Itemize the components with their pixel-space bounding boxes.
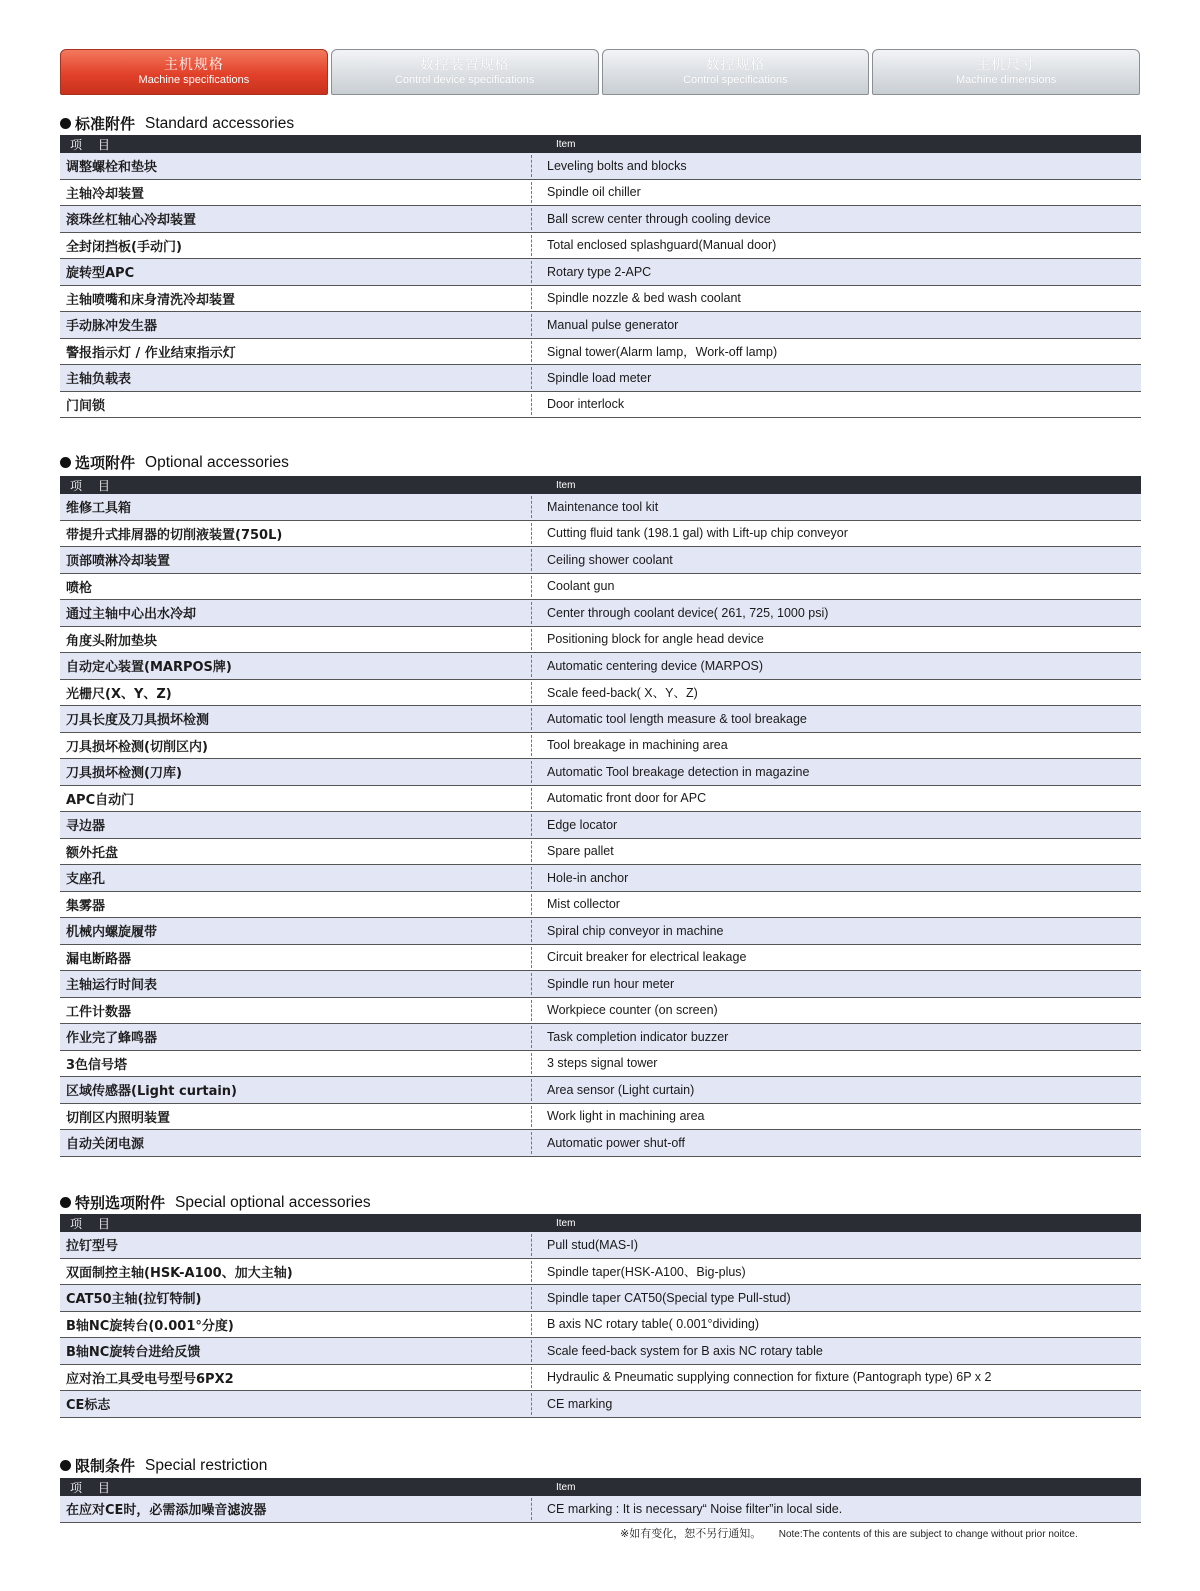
item-en: Spindle oil chiller (547, 185, 641, 200)
tab-label-en: Machine dimensions (955, 74, 1057, 86)
item-cn: B轴NC旋转台(0.001°分度) (66, 1318, 234, 1334)
table-row (60, 706, 1141, 733)
column-divider (531, 314, 532, 336)
item-cn: 集雾器 (66, 898, 106, 914)
table-row (60, 1130, 1141, 1157)
table-row (60, 865, 1141, 892)
column-divider (531, 496, 532, 518)
table-row (60, 153, 1141, 180)
table-row (60, 233, 1141, 260)
item-en: Pull stud(MAS-I) (547, 1237, 638, 1252)
item-en: Automatic front door for APC (547, 791, 707, 806)
item-cn: 额外托盘 (66, 845, 119, 861)
item-cn: 手动脉冲发生器 (66, 319, 158, 335)
table-header (60, 1214, 1141, 1232)
footnote (620, 1525, 1078, 1541)
item-en: Circuit breaker for electrical leakage (547, 950, 747, 965)
column-divider (531, 288, 532, 310)
column-divider (531, 1340, 532, 1362)
column-divider (531, 788, 532, 810)
column-divider (531, 1132, 532, 1154)
section-title-en: Special restriction (145, 1456, 268, 1474)
table-row (60, 259, 1141, 286)
table-row (60, 918, 1141, 945)
item-en: Door interlock (547, 397, 625, 412)
column-divider (531, 1000, 532, 1022)
table-header (60, 1478, 1141, 1496)
column-divider (531, 602, 532, 624)
footnote-cn: ※如有变化，恕不另行通知。 (620, 1527, 762, 1540)
item-cn: 自动关闭电源 (66, 1137, 145, 1153)
item-cn: 区域传感器(Light curtain) (66, 1084, 237, 1100)
table-row (60, 945, 1141, 972)
item-en: Signal tower(Alarm lamp，Work-off lamp) (547, 345, 778, 360)
table-row (60, 521, 1141, 548)
table-row (60, 839, 1141, 866)
table-row (60, 547, 1141, 574)
table-row (60, 180, 1141, 207)
table-body (60, 1496, 1141, 1523)
item-cn: 刀具损坏检测(刀库) (66, 766, 182, 782)
table-row (60, 653, 1141, 680)
column-divider (531, 973, 532, 995)
column-divider (531, 182, 532, 204)
tab-control-specifications[interactable] (602, 49, 870, 95)
item-cn: 在应对CE时，必需添加噪音滤波器 (66, 1503, 267, 1519)
item-cn: 作业完了蜂鸣器 (66, 1031, 158, 1047)
table-row (60, 892, 1141, 919)
item-cn: 全封闭挡板(手动门) (66, 239, 182, 255)
item-en: Work light in machining area (547, 1109, 705, 1124)
table-row (60, 627, 1141, 654)
tab-label-en: Control specifications (683, 74, 788, 86)
tab-label-en: Machine specifications (138, 74, 250, 86)
item-cn: 角度头附加垫块 (66, 633, 158, 649)
item-en: Tool breakage in machining area (547, 738, 728, 753)
item-en: Center through coolant device( 261, 725, 1000 psi) (547, 605, 829, 620)
section-title-special (60, 1192, 371, 1213)
table-row (60, 1285, 1141, 1312)
item-en: Maintenance tool kit (547, 499, 659, 514)
item-en: Cutting fluid tank (198.1 gal) with Lift-up chip conveyor (547, 526, 848, 541)
item-en: Rotary type 2-APC (547, 264, 652, 279)
item-cn: 通过主轴中心出水冷却 (66, 607, 197, 623)
column-divider (531, 1393, 532, 1415)
item-en: Workpiece counter (on screen) (547, 1003, 718, 1018)
section-title-optional (60, 452, 289, 473)
item-en: Edge locator (547, 817, 618, 832)
table-row (60, 206, 1141, 233)
item-cn: 自动定心装置(MARPOS牌) (66, 660, 232, 676)
special-accessories-table (60, 1214, 1141, 1418)
table-row (60, 1077, 1141, 1104)
item-cn: 光栅尺(X、Y、Z) (66, 686, 172, 702)
column-divider (531, 1053, 532, 1075)
item-cn: 警报指示灯 / 作业结束指示灯 (66, 345, 236, 361)
item-en: Automatic centering device (MARPOS) (547, 658, 764, 673)
item-en: Spindle run hour meter (547, 976, 675, 991)
item-en: Automatic Tool breakage detection in magazine (547, 764, 810, 779)
item-en: Scale feed-back system for B axis NC rotary table (547, 1343, 823, 1358)
table-row (60, 1365, 1141, 1392)
header-item-en: Item (556, 1481, 576, 1493)
tab-bar (60, 49, 1140, 95)
table-body (60, 153, 1141, 418)
item-cn: 门间锁 (66, 398, 106, 414)
item-en: Spindle taper CAT50(Special type Pull-stud) (547, 1290, 791, 1305)
item-cn: 维修工具箱 (66, 501, 132, 517)
tab-label-en: Control device specifications (394, 74, 535, 86)
column-divider (531, 735, 532, 757)
item-cn: 顶部喷淋冷却装置 (66, 554, 171, 570)
table-row (60, 339, 1141, 366)
item-en: Spare pallet (547, 844, 614, 859)
table-header (60, 135, 1141, 153)
header-item-en: Item (556, 138, 576, 150)
item-cn: CE标志 (66, 1398, 111, 1414)
table-row (60, 680, 1141, 707)
item-en: Coolant gun (547, 579, 615, 594)
table-row (60, 1496, 1141, 1523)
header-item-en: Item (556, 1217, 576, 1229)
section-title-standard (60, 113, 294, 134)
item-cn: 主轴喷嘴和床身清洗冷却装置 (66, 292, 236, 308)
header-item-cn: 项 目 (70, 478, 116, 493)
item-en: B axis NC rotary table( 0.001°dividing) (547, 1317, 760, 1332)
section-title-cn: 标准附件 (75, 115, 136, 133)
header-item-en: Item (556, 479, 576, 491)
item-cn: 拉钉型号 (66, 1239, 119, 1255)
item-en: Hole-in anchor (547, 870, 629, 885)
item-en: CE marking : It is necessary“ Noise filter”in local side. (547, 1501, 843, 1516)
item-cn: 调整螺栓和垫块 (66, 160, 158, 176)
tab-label-cn: 主机规格 (163, 57, 224, 73)
table-row (60, 392, 1141, 419)
item-cn: 双面制控主轴(HSK-A100、加大主轴) (66, 1265, 293, 1281)
table-row (60, 365, 1141, 392)
item-cn: 刀具损坏检测(切削区内) (66, 739, 208, 755)
table-row (60, 1259, 1141, 1286)
column-divider (531, 1287, 532, 1309)
table-header (60, 476, 1141, 494)
table-row (60, 1312, 1141, 1339)
column-divider (531, 814, 532, 836)
table-row (60, 1051, 1141, 1078)
column-divider (531, 549, 532, 571)
section-title-en: Optional accessories (145, 453, 289, 471)
item-cn: 寻边器 (66, 819, 106, 835)
header-item-cn: 项 目 (70, 1480, 116, 1495)
table-row (60, 1391, 1141, 1418)
bullet-icon (60, 457, 71, 468)
item-cn: 主轴运行时间表 (66, 978, 158, 994)
column-divider (531, 1367, 532, 1389)
column-divider (531, 261, 532, 283)
column-divider (531, 867, 532, 889)
item-en: Spiral chip conveyor in machine (547, 923, 724, 938)
item-cn: 带提升式排屑器的切削液装置(750L) (66, 527, 283, 543)
item-en: Leveling bolts and blocks (547, 158, 687, 173)
item-cn: 刀具长度及刀具损坏检测 (66, 713, 210, 729)
table-row (60, 286, 1141, 313)
table-row (60, 494, 1141, 521)
table-row (60, 312, 1141, 339)
item-cn: 滚珠丝杠轴心冷却装置 (66, 213, 197, 229)
table-body (60, 494, 1141, 1157)
tab-machine-specifications[interactable] (60, 49, 328, 95)
restriction-table (60, 1478, 1141, 1523)
item-cn: 主轴冷却装置 (66, 186, 145, 202)
item-en: Spindle taper(HSK-A100、Big-plus) (547, 1265, 746, 1280)
item-cn: 应对治工具受电号型号6PX2 (66, 1371, 234, 1387)
table-row (60, 786, 1141, 813)
bullet-icon (60, 118, 71, 129)
item-en: Automatic power shut-off (547, 1135, 686, 1150)
item-cn: 旋转型APC (66, 266, 135, 282)
item-en: Mist collector (547, 897, 620, 912)
item-en: Spindle nozzle & bed wash coolant (547, 291, 741, 306)
table-row (60, 600, 1141, 627)
column-divider (531, 367, 532, 389)
table-row (60, 1232, 1141, 1259)
bullet-icon (60, 1460, 71, 1471)
section-title-en: Standard accessories (145, 114, 295, 132)
item-cn: APC自动门 (66, 792, 135, 808)
column-divider (531, 155, 532, 177)
column-divider (531, 894, 532, 916)
item-en: 3 steps signal tower (547, 1056, 658, 1071)
column-divider (531, 841, 532, 863)
table-row (60, 971, 1141, 998)
bullet-icon (60, 1197, 71, 1208)
standard-accessories-table (60, 135, 1141, 418)
item-cn: 机械内螺旋履带 (66, 925, 158, 941)
item-cn: 漏电断路器 (66, 951, 132, 967)
item-cn: 主轴负载表 (66, 372, 132, 388)
column-divider (531, 341, 532, 363)
column-divider (531, 208, 532, 230)
section-title-en: Special optional accessories (175, 1193, 371, 1211)
column-divider (531, 1314, 532, 1336)
table-body (60, 1232, 1141, 1418)
column-divider (531, 682, 532, 704)
footnote-en: Note:The contents of this are subject to change without prior noitce. (778, 1529, 1078, 1540)
table-row (60, 1338, 1141, 1365)
table-row (60, 1104, 1141, 1131)
item-cn: 3色信号塔 (66, 1057, 128, 1073)
column-divider (531, 920, 532, 942)
column-divider (531, 1079, 532, 1101)
section-title-cn: 选项附件 (75, 454, 136, 472)
column-divider (531, 394, 532, 416)
section-title-restriction (60, 1455, 267, 1476)
tab-label-cn: 主机尺寸 (976, 57, 1037, 73)
section-title-cn: 限制条件 (75, 1457, 136, 1475)
table-row (60, 733, 1141, 760)
tab-machine-dimensions[interactable] (872, 49, 1140, 95)
column-divider (531, 235, 532, 257)
item-cn: 切削区内照明装置 (66, 1110, 171, 1126)
table-row (60, 759, 1141, 786)
item-en: Ceiling shower coolant (547, 552, 673, 567)
item-en: Ball screw center through cooling device (547, 211, 771, 226)
column-divider (531, 523, 532, 545)
tab-label-cn: 数控规格 (705, 57, 766, 73)
item-cn: 工件计数器 (66, 1004, 132, 1020)
item-cn: CAT50主轴(拉钉特制) (66, 1292, 202, 1308)
item-en: CE marking (547, 1396, 613, 1411)
table-row (60, 574, 1141, 601)
item-en: Scale feed-back( X、Y、Z) (547, 686, 698, 701)
column-divider (531, 761, 532, 783)
item-en: Positioning block for angle head device (547, 632, 764, 647)
item-en: Task completion indicator buzzer (547, 1029, 729, 1044)
column-divider (531, 1106, 532, 1128)
tab-label-cn: 数控装置规格 (419, 57, 510, 73)
item-cn: B轴NC旋转台进给反馈 (66, 1345, 201, 1361)
column-divider (531, 1498, 532, 1520)
table-row (60, 998, 1141, 1025)
item-en: Manual pulse generator (547, 317, 679, 332)
column-divider (531, 1026, 532, 1048)
header-item-cn: 项 目 (70, 1216, 116, 1231)
item-en: Hydraulic & Pneumatic supplying connection for fixture (Pantograph type) 6P x 2 (547, 1370, 992, 1385)
item-cn: 支座孔 (66, 872, 106, 888)
table-row (60, 812, 1141, 839)
column-divider (531, 708, 532, 730)
column-divider (531, 1234, 532, 1256)
column-divider (531, 629, 532, 651)
column-divider (531, 576, 532, 598)
table-row (60, 1024, 1141, 1051)
column-divider (531, 947, 532, 969)
item-en: Area sensor (Light curtain) (547, 1082, 695, 1097)
column-divider (531, 655, 532, 677)
item-cn: 喷枪 (66, 580, 93, 596)
item-en: Automatic tool length measure & tool breakage (547, 711, 807, 726)
tab-control-device-specifications[interactable] (331, 49, 599, 95)
item-en: Spindle load meter (547, 370, 652, 385)
section-title-cn: 特别选项附件 (75, 1194, 166, 1212)
column-divider (531, 1261, 532, 1283)
optional-accessories-table (60, 476, 1141, 1157)
header-item-cn: 项 目 (70, 137, 116, 152)
item-en: Total enclosed splashguard(Manual door) (547, 238, 777, 253)
